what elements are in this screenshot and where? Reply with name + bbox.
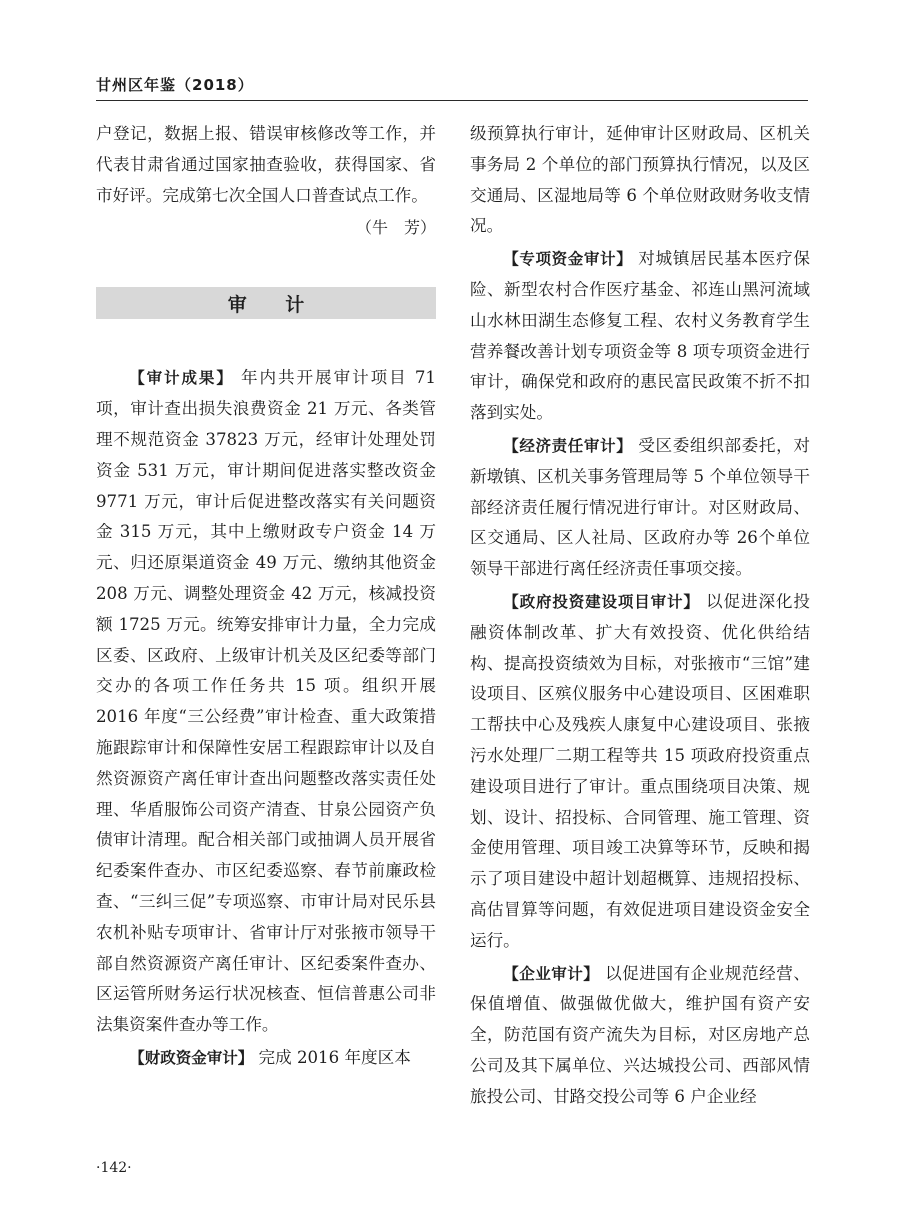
paragraph-label: 【企业审计】 [503,964,600,983]
paragraph-label: 【经济责任审计】 [503,436,633,455]
paragraph-special-fund-audit [470,244,810,429]
author-credit: （牛 芳） [355,218,436,238]
paragraph-text: 对城镇居民基本医疗保险、新型农村合作医疗基金、祁连山黑河流域山水林田湖生态修复工程、农村义务教育学生营养餐改善计划专项资金等 8 项专项资金进行审计，确保党和政府的惠民富民政策不折不扣落到实处。 [470,249,810,423]
paragraph-label: 【财政资金审计】 [129,1048,254,1067]
page-number: ·142· [96,1160,132,1176]
paragraph-text: 年内共开展审计项目 71 项，审计查出损失浪费资金 21 万元、各类管理不规范资金 37823 万元，经审计处理处罚资金 531 万元，审计期间促进落实整改资金 9771 万元，审计后促进整改落实有关问题资金 315 万元，其中上缴财政专户资金 14 万元、归还原渠道资金 49 万元、缴纳其他资金 208 万元、调整处理资金 42 万元，核减投资额 1725 万元。统筹安排审计力量，全力完成区委、区政府、上级审计机关及区纪委等部门交办的各项工作任务共 15 项。组织开展 2016 年度“三公经费”审计检查、重大政策措施跟踪审计和保障性安居工程跟踪审计以及自然资源资产离任审计查出问题整改落实责任处理、华盾服饰公司资产清查、甘泉公园资产负债审计清理。配合相关部门或抽调人员开展省纪委案件查办、市区纪委巡察、春节前廉政检查、“三纠三促”专项巡察、市审计局对民乐县农机补贴专项审计、省审计厅对张掖市领导干部自然资源资产离任审计、区纪委案件查办、区运管所财务运行状况核查、恒信普惠公司非法集资案件查办等工作。 [96,368,436,1035]
paragraph-text: 以促进深化投融资体制改革、扩大有效投资、优化供给结构、提高投资绩效为目标，对张掖市“三馆”建设项目、区殡仪服务中心建设项目、区困难职工帮扶中心及残疾人康复中心建设项目、张掖污水处理厂二期工程等共 15 项政府投资重点建设项目进行了审计。重点围绕项目决策、规划、设计、招投标、合同管理、施工管理、资金使用管理、项目竣工决算等环节，反映和揭示了项目建设中超计划超概算、违规招投标、高估冒算等问题，有效促进项目建设资金安全运行。 [470,591,810,950]
paragraph-label: 【政府投资建设项目审计】 [503,592,700,611]
section-heading-bar [96,287,436,319]
paragraph-fiscal-audit [96,1043,436,1074]
running-header [96,72,808,101]
paragraph-investment-project-audit [470,587,810,957]
section-title: 审 计 [227,293,321,316]
paragraph-audit-results [96,363,436,1041]
paragraph-text: 受区委组织部委托，对新墩镇、区机关事务管理局等 5 个单位领导干部经济责任履行情况进行审计。对区财政局、区交通局、区人社局、区政府办等 26个单位领导干部进行离任经济责任事项交接。 [470,435,810,579]
intro-paragraph: 户登记，数据上报、错误审核修改等工作，并代表甘肃省通过国家抽查验收，获得国家、省市好评。完成第七次全国人口普查试点工作。 [96,124,436,205]
paragraph-label: 【审计成果】 [129,369,234,388]
header-title: 甘州区年鉴（2018） [96,76,254,94]
paragraph-enterprise-audit [470,959,810,1113]
paragraph-text: 完成 2016 年度区本 [258,1047,411,1067]
paragraph-label: 【专项资金审计】 [503,250,633,269]
right-column [470,119,810,1115]
paragraph-economic-responsibility-audit [470,431,810,585]
paragraph-fiscal-audit-continued: 级预算执行审计，延伸审计区财政局、区机关事务局 2 个单位的部门预算执行情况，以及区交通局、区湿地局等 6 个单位财政财务收支情况。 [470,124,810,236]
left-column [96,119,436,1076]
paragraph-text: 以促进国有企业规范经营、保值增值、做强做优做大，维护国有资产安全，防范国有资产流失为目标，对区房地产总公司及其下属单位、兴达城投公司、西部风情旅投公司、甘路交投公司等 6 户企业经 [470,963,810,1106]
